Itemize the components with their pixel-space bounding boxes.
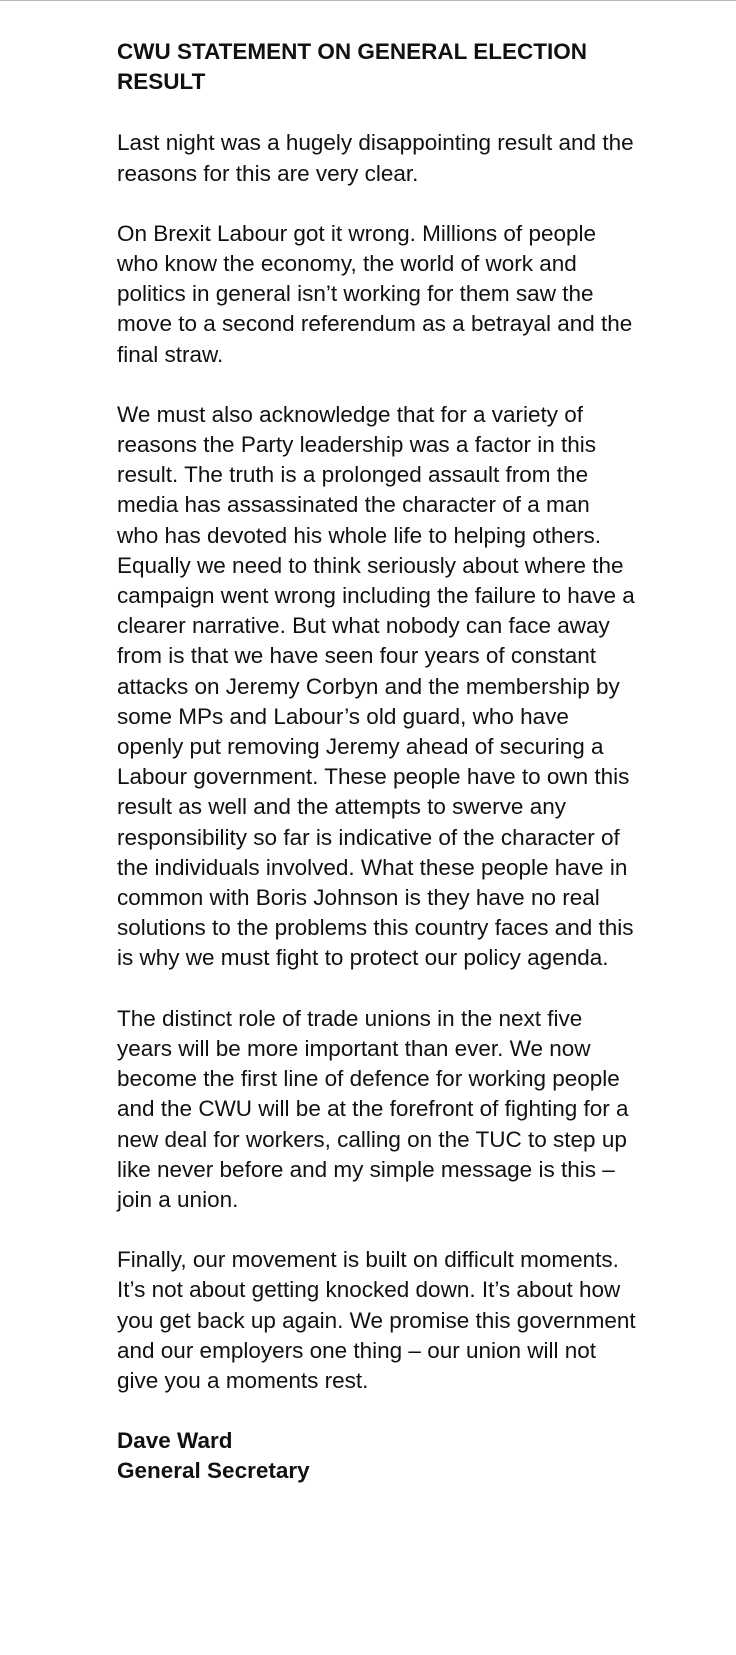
paragraph-closing: Finally, our movement is built on difficult moments. It’s not about getting knocked down. It’s about how you get back up again. We promise this government and our employers one thing – our union will not give you a moments rest.: [117, 1247, 636, 1393]
signature-role: General Secretary: [117, 1458, 310, 1484]
signature-name: Dave Ward: [117, 1428, 233, 1454]
statement-title: CWU STATEMENT ON GENERAL ELECTION RESULT: [117, 39, 587, 95]
statement-document: [117, 37, 637, 1487]
signature-block: [117, 1426, 637, 1486]
paragraph-brexit: On Brexit Labour got it wrong. Millions of people who know the economy, the world of work and politics in general isn’t working for them saw the move to a second referendum as a betrayal and the final straw.: [117, 220, 633, 367]
paragraph-trade-unions: The distinct role of trade unions in the next five years will be more important than ever. We now become the first line of defence for working people and the CWU will be at the forefront of fighting for a new deal for workers, calling on the TUC to step up like never before and my simple message is this – join a union.: [117, 1005, 629, 1212]
paragraph-opening: Last night was a hugely disappointing result and the reasons for this are very clear.: [117, 130, 634, 186]
top-divider: [0, 0, 736, 1]
paragraph-leadership: We must also acknowledge that for a variety of reasons the Party leadership was a factor in this result. The truth is a prolonged assault from the media has assassinated the character of a man who has devoted his whole life to helping others. Equally we need to think seriously about where the campaign went wrong including the failure to have a clearer narrative. But what nobody can face away from is that we have seen four years of constant attacks on Jeremy Corbyn and the membership by some MPs and Labour’s old guard, who have openly put removing Jeremy ahead of securing a Labour government. These people have to own this result as well and the attempts to swerve any responsibility so far is indicative of the character of the individuals involved. What these people have in common with Boris Johnson is they have no real solutions to the problems this country faces and this is why we must fight to protect our policy agenda.: [117, 401, 635, 971]
